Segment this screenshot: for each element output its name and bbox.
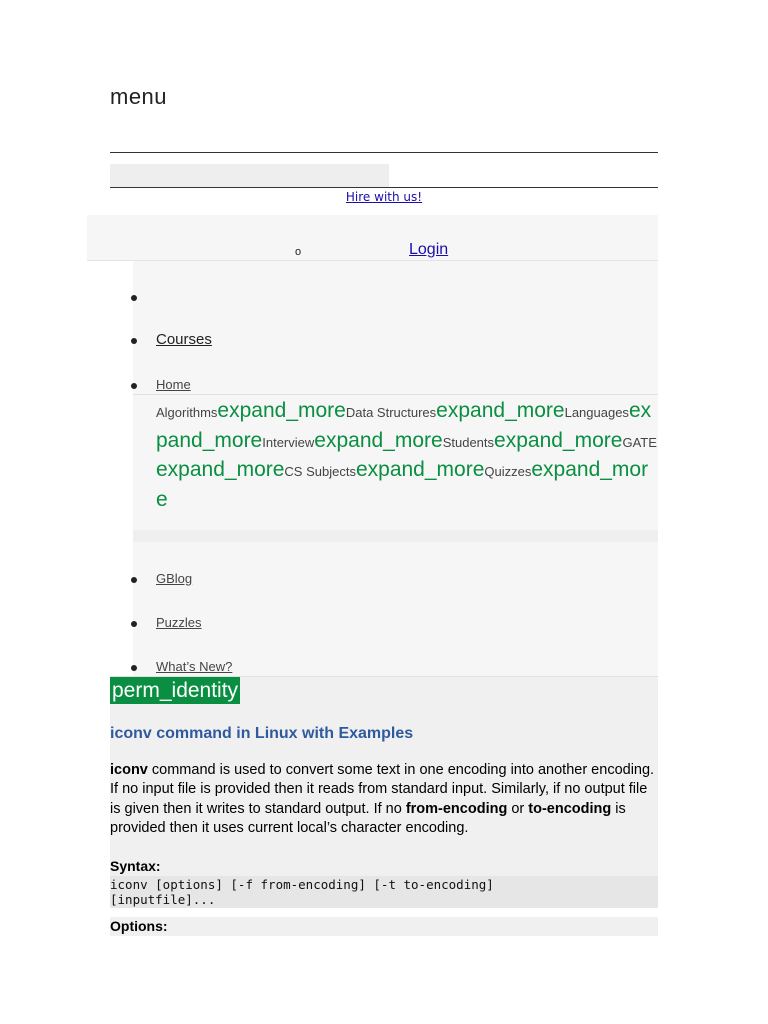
options-background — [110, 917, 658, 936]
submenu-divider — [133, 394, 658, 395]
nav-bullet — [131, 665, 137, 671]
nav-puzzles-link[interactable]: Puzzles — [156, 615, 202, 630]
nav-bullet — [131, 621, 137, 627]
keyword-to-encoding: to-encoding — [528, 800, 612, 817]
submenu-gate[interactable]: GATE — [622, 434, 657, 450]
nav-bullet — [131, 577, 137, 583]
options-label: Options: — [110, 918, 168, 934]
nav-home-link[interactable]: Home — [156, 377, 191, 392]
expand-more-icon[interactable]: expand_more — [156, 458, 285, 481]
submenu-interview[interactable]: Interview — [262, 434, 315, 450]
expand-more-icon[interactable]: expand_more — [494, 428, 623, 452]
article-title: iconv command in Linux with Examples — [110, 725, 414, 742]
login-panel — [87, 215, 658, 261]
body-text: command is used to convert some text in one encoding into another encoding. If no input file is provided then it reads from standard input. Similarly, if no output file is given then it writes to standard output. If no — [110, 762, 655, 817]
nav-bullet — [131, 338, 137, 344]
expand-more-icon[interactable]: expand_more — [436, 399, 565, 422]
expand-more-icon[interactable]: expand_more — [314, 428, 443, 452]
expand-more-icon[interactable]: expand_more — [355, 458, 485, 481]
header-divider-bottom — [110, 187, 658, 188]
keyword-iconv: iconv — [110, 762, 148, 778]
body-text: is provided then it uses current local’s character encoding. — [110, 800, 626, 836]
nav-bullet — [131, 383, 137, 389]
code-line: iconv [options] [-f from-encoding] [-t to-encoding] — [110, 877, 494, 892]
submenu-end — [133, 530, 658, 542]
login-bullet: o — [295, 246, 302, 258]
menu-button[interactable]: menu — [110, 84, 168, 109]
nav-whats-new-link[interactable]: What’s New? — [156, 659, 233, 674]
expand-more-icon[interactable]: expand_more — [156, 399, 652, 452]
search-bar[interactable] — [110, 164, 389, 187]
code-text — [110, 877, 494, 907]
submenu-quizzes[interactable]: Quizzes — [484, 464, 532, 479]
nav-bullet — [131, 295, 137, 301]
expand-more-icon[interactable]: expand_more — [217, 399, 346, 422]
nav-courses-link[interactable]: Courses — [156, 331, 212, 348]
body-text: or — [507, 800, 529, 817]
submenu-algorithms[interactable]: Algorithms — [156, 405, 218, 420]
syntax-label: Syntax: — [110, 858, 161, 874]
article-body — [110, 761, 658, 838]
submenu-data-structures[interactable]: Data Structures — [345, 405, 437, 420]
login-link[interactable]: Login — [409, 241, 449, 258]
hire-with-us-link[interactable]: Hire with us! — [345, 190, 423, 204]
keyword-from-encoding: from-encoding — [405, 800, 508, 817]
submenu-students[interactable]: Students — [442, 434, 495, 450]
code-line: [inputfile]... — [110, 892, 216, 907]
submenu-languages[interactable]: Languages — [564, 405, 629, 420]
nav-gblog-link[interactable]: GBlog — [156, 571, 193, 586]
submenu — [156, 397, 659, 515]
submenu-cs-subjects[interactable]: CS Subjects — [284, 464, 356, 479]
header-divider — [110, 152, 658, 153]
expand-more-icon[interactable]: expand_more — [156, 458, 649, 511]
perm-identity-icon[interactable]: perm_identity — [112, 679, 239, 702]
